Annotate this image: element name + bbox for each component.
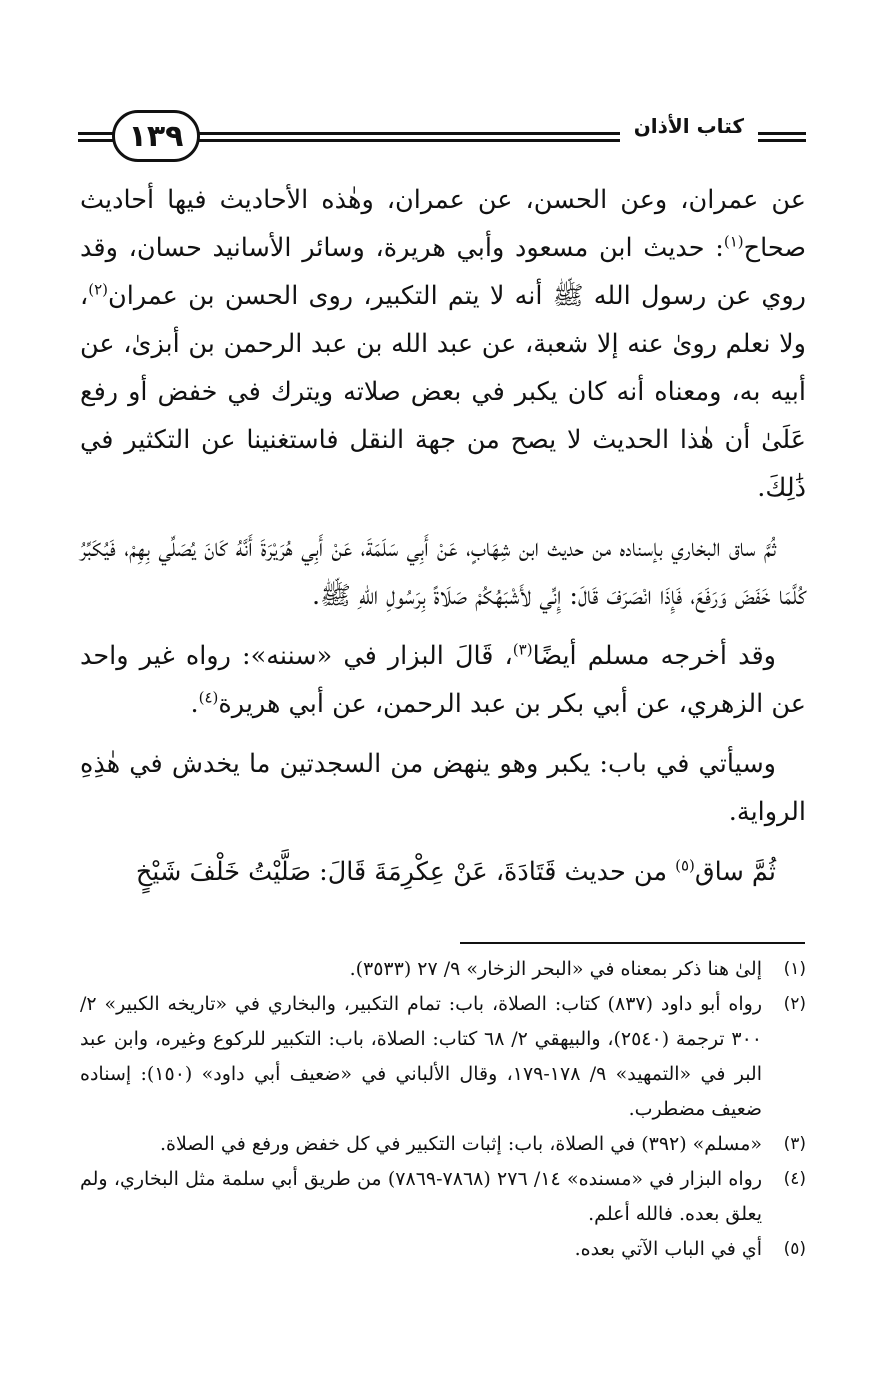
paragraph xyxy=(80,848,806,896)
footnote-number: (٣) xyxy=(783,1134,806,1154)
running-title: كتاب الأذان xyxy=(628,114,750,138)
header-rule xyxy=(758,139,806,142)
footnote-number: (٤) xyxy=(783,1169,806,1189)
footnote-text: «مسلم» (٣٩٢) في الصلاة، باب: إثبات التكبير في كل خفض ورفع في الصلاة. xyxy=(159,1133,762,1155)
text-run: وسيأتي في باب: يكبر وهو ينهض من السجدتين ما يخدش في هٰذِهِ الرواية. xyxy=(80,749,806,827)
paragraph xyxy=(80,524,806,620)
main-text xyxy=(80,176,806,908)
footnote xyxy=(80,987,806,1127)
footnote-text: أي في الباب الآتي بعده. xyxy=(574,1238,762,1260)
header-rule xyxy=(190,139,620,142)
footnote-text: إلىٰ هنا ذكر بمعناه في «البحر الزخار» ٩/ ٢٧ (٣٥٣٣). xyxy=(349,958,762,980)
footnote xyxy=(80,1232,806,1267)
text-run: وقد أخرجه مسلم أيضًا xyxy=(532,641,776,671)
footnote-text: رواه أبو داود (٨٣٧) كتاب: الصلاة، باب: تمام التكبير، والبخاري في «تاريخه الكبير» ٢/ ٣٠٠ ترجمة (٢٥٤٠)، والبيهقي ٢/ ٦٨ كتاب: الصلاة، باب: التكبير للركوع وغيره، وابن عبد البر في «التمهيد» ٩/ ١٧٨-١٧٩، وقال الألباني في «ضعيف أبي داود» (١٥٠): إسناده ضعيف مضطرب. xyxy=(80,993,763,1120)
page-header xyxy=(78,106,806,166)
text-run: عن عمران، وعن الحسن، عن عمران، وهٰذه الأحاديث فيها أحاديث صحاح xyxy=(80,185,806,263)
footnote-ref: (٤) xyxy=(198,688,219,707)
header-rule xyxy=(758,132,806,135)
paragraph xyxy=(80,176,806,512)
footnote-number: (١) xyxy=(783,959,806,979)
text-run: ثُمَّ ساق xyxy=(694,857,776,887)
text-run: : حديث ابن مسعود وأبي هريرة، وسائر الأسانيد حسان، وقد روي عن رسول الله ﷺ أنه لا يتم التكبير، روى الحسن بن عمران xyxy=(80,233,806,311)
footnote-ref: (١) xyxy=(723,232,744,251)
text-run: . xyxy=(190,689,199,719)
text-run: ثُمَّ ساق البخاري بإسناده من حديث ابن شِهَابٍ، عَنْ أَبِي سَلَمَةَ، عَنْ أَبِي هُرَيْرَةَ أَنَّهُ كَانَ يُصَلِّي بِهِمْ، فَيُكَبِّرُ كُلَّمَا خَفَضَ وَرَفَعَ، فَإِذَا انْصَرَفَ قَالَ: إِنِّي لأَشْبَهُكُمْ صَلَاةً بِرَسُولِ اللهِ ﷺ. xyxy=(80,533,806,611)
footnote-number: (٢) xyxy=(783,994,806,1014)
text-run: ، ولا نعلم روىٰ عنه إلا شعبة، عن عبد الله بن عبد الرحمن بن أبزىٰ، عن أبيه به، ومعناه أنه كان يكبر في بعض صلاته ويترك في خفض أو رفع عَلَىٰ أن هٰذا الحديث لا يصح من جهة النقل فاستغنينا عن التكثير في ذَٰلِكَ. xyxy=(80,281,806,503)
footnote xyxy=(80,1127,806,1162)
text-run: ، قَالَ البزار في «سننه»: رواه غير واحد عن الزهري، عن أبي بكر بن عبد الرحمن، عن أبي هريرة xyxy=(80,641,806,719)
footnote-ref: (٥) xyxy=(675,856,695,875)
footnote xyxy=(80,952,806,987)
page-number: ١٣٩ xyxy=(112,110,200,162)
footnote-ref: (٣) xyxy=(512,640,533,659)
paragraph xyxy=(80,740,806,836)
footnote-text: رواه البزار في «مسنده» ١٤/ ٢٧٦ (٧٨٦٨-٧٨٦٩) من طريق أبي سلمة مثل البخاري، ولم يعلق بعده. فالله أعلم. xyxy=(80,1168,763,1225)
text-run: من حديث قَتَادَةَ، عَنْ عِكْرِمَةَ قَالَ: صَلَّيْتُ خَلْفَ شَيْخٍ xyxy=(135,857,676,887)
footnote-ref: (٢) xyxy=(88,280,109,299)
footnote xyxy=(80,1162,806,1232)
footnote-number: (٥) xyxy=(783,1239,806,1259)
header-rule xyxy=(190,132,620,135)
paragraph xyxy=(80,632,806,728)
footnote-divider xyxy=(460,942,805,944)
footnotes xyxy=(80,952,806,1267)
